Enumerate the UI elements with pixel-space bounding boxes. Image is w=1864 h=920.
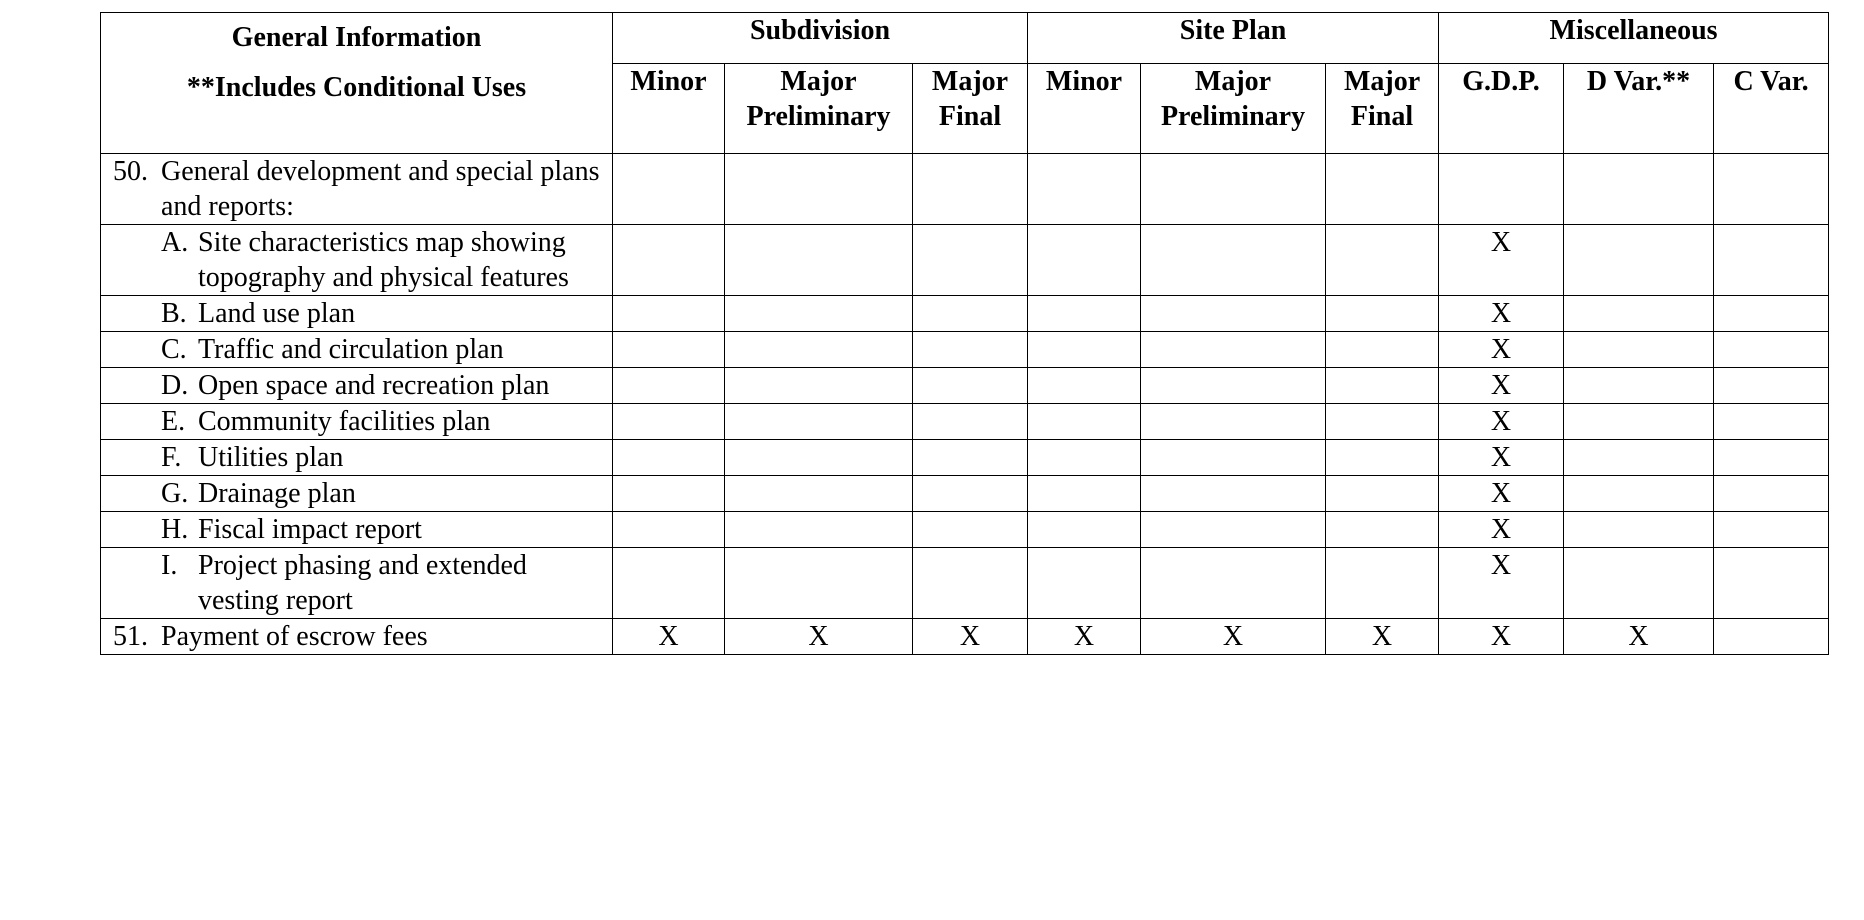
mark-cell xyxy=(1141,296,1326,332)
mark-cell xyxy=(913,548,1028,619)
header-group-row xyxy=(101,13,1829,64)
mark-cell xyxy=(1326,512,1439,548)
mark-cell xyxy=(913,440,1028,476)
mark-cell xyxy=(1714,225,1829,296)
mark-cell xyxy=(1439,154,1564,225)
mark-cell: X xyxy=(1439,332,1564,368)
mark-cell xyxy=(913,154,1028,225)
table-row xyxy=(101,296,1829,332)
mark-cell xyxy=(1028,225,1141,296)
mark-cell xyxy=(1028,332,1141,368)
item-cell xyxy=(101,154,613,225)
general-information-title: General Information xyxy=(231,22,482,53)
mark-cell: X xyxy=(1439,619,1564,655)
item-line xyxy=(101,404,612,439)
item-line xyxy=(101,440,612,475)
item-line xyxy=(101,548,612,618)
mark-cell xyxy=(1326,368,1439,404)
item-text: General development and special plans and reports: xyxy=(161,156,600,222)
mark-cell: X xyxy=(1141,619,1326,655)
subdivision-group-header: Subdivision xyxy=(613,13,1028,64)
mark-cell xyxy=(1141,548,1326,619)
item-line xyxy=(101,619,612,654)
mark-cell xyxy=(1564,440,1714,476)
item-cell xyxy=(101,404,613,440)
mark-cell xyxy=(1564,154,1714,225)
mark-cell xyxy=(613,548,725,619)
mark-cell xyxy=(1714,404,1829,440)
table-row xyxy=(101,225,1829,296)
mark-cell xyxy=(1141,332,1326,368)
mark-cell: X xyxy=(1439,548,1564,619)
mark-cell xyxy=(1141,225,1326,296)
mark-cell xyxy=(1326,296,1439,332)
subdivision-major-preliminary-header: Major Preliminary xyxy=(725,64,913,154)
mark-cell xyxy=(1564,296,1714,332)
item-label: 50. xyxy=(113,156,148,187)
table-row xyxy=(101,404,1829,440)
item-label: A. xyxy=(161,227,189,258)
subdivision-minor-header: Minor xyxy=(613,64,725,154)
mark-cell: X xyxy=(913,619,1028,655)
mark-cell: X xyxy=(1439,512,1564,548)
mark-cell xyxy=(1326,154,1439,225)
item-label: 51. xyxy=(113,621,148,652)
mark-cell: X xyxy=(1439,476,1564,512)
table-row xyxy=(101,548,1829,619)
site-plan-major-final-header: Major Final xyxy=(1326,64,1439,154)
mark-cell xyxy=(1714,548,1829,619)
mark-cell xyxy=(1714,619,1829,655)
d-variance-header: D Var.** xyxy=(1564,64,1714,154)
mark-cell xyxy=(613,368,725,404)
table-row xyxy=(101,440,1829,476)
mark-cell xyxy=(613,296,725,332)
mark-cell xyxy=(613,332,725,368)
item-line xyxy=(101,476,612,511)
item-label: I. xyxy=(161,550,178,581)
mark-cell xyxy=(725,512,913,548)
mark-cell xyxy=(1326,440,1439,476)
item-label: G. xyxy=(161,478,189,509)
item-text: Open space and recreation plan xyxy=(198,370,550,401)
mark-cell xyxy=(913,512,1028,548)
item-cell xyxy=(101,225,613,296)
mark-cell xyxy=(1141,368,1326,404)
mark-cell: X xyxy=(1326,619,1439,655)
item-line xyxy=(101,154,612,224)
mark-cell xyxy=(1714,512,1829,548)
mark-cell xyxy=(1028,440,1141,476)
item-text: Payment of escrow fees xyxy=(161,621,428,652)
mark-cell xyxy=(1564,512,1714,548)
mark-cell xyxy=(1564,368,1714,404)
mark-cell xyxy=(613,512,725,548)
table-header xyxy=(101,13,1829,154)
mark-cell xyxy=(1028,154,1141,225)
mark-cell xyxy=(725,225,913,296)
mark-cell: X xyxy=(1439,404,1564,440)
item-label: E. xyxy=(161,406,186,437)
item-label: F. xyxy=(161,442,182,473)
table-row xyxy=(101,476,1829,512)
item-line xyxy=(101,332,612,367)
mark-cell xyxy=(613,476,725,512)
mark-cell: X xyxy=(1028,619,1141,655)
table-row xyxy=(101,332,1829,368)
item-text: Drainage plan xyxy=(198,478,356,509)
mark-cell xyxy=(613,225,725,296)
item-text: Fiscal impact report xyxy=(198,514,422,545)
table-row xyxy=(101,619,1829,655)
gdp-header: G.D.P. xyxy=(1439,64,1564,154)
mark-cell xyxy=(725,440,913,476)
site-plan-group-header: Site Plan xyxy=(1028,13,1439,64)
mark-cell xyxy=(1326,476,1439,512)
conditional-uses-note: **Includes Conditional Uses xyxy=(186,72,527,103)
mark-cell xyxy=(725,332,913,368)
site-plan-minor-header: Minor xyxy=(1028,64,1141,154)
mark-cell xyxy=(913,368,1028,404)
mark-cell: X xyxy=(1439,368,1564,404)
mark-cell xyxy=(725,154,913,225)
mark-cell xyxy=(1714,296,1829,332)
mark-cell xyxy=(1141,476,1326,512)
mark-cell xyxy=(725,368,913,404)
mark-cell xyxy=(613,154,725,225)
mark-cell xyxy=(1141,154,1326,225)
mark-cell xyxy=(1028,476,1141,512)
mark-cell xyxy=(1564,476,1714,512)
table-row xyxy=(101,154,1829,225)
item-cell xyxy=(101,296,613,332)
mark-cell: X xyxy=(1564,619,1714,655)
mark-cell xyxy=(725,404,913,440)
mark-cell xyxy=(1326,404,1439,440)
table-row xyxy=(101,512,1829,548)
mark-cell xyxy=(913,476,1028,512)
mark-cell xyxy=(1326,225,1439,296)
mark-cell xyxy=(913,225,1028,296)
mark-cell xyxy=(1141,512,1326,548)
mark-cell xyxy=(913,332,1028,368)
mark-cell: X xyxy=(725,619,913,655)
item-label: D. xyxy=(161,370,189,401)
item-label: C. xyxy=(161,334,187,365)
item-cell xyxy=(101,548,613,619)
item-cell xyxy=(101,619,613,655)
mark-cell xyxy=(1564,548,1714,619)
mark-cell xyxy=(613,404,725,440)
item-cell xyxy=(101,512,613,548)
mark-cell xyxy=(1141,440,1326,476)
item-label: H. xyxy=(161,514,189,545)
mark-cell xyxy=(725,548,913,619)
item-cell xyxy=(101,332,613,368)
mark-cell xyxy=(1141,404,1326,440)
mark-cell xyxy=(1714,368,1829,404)
item-line xyxy=(101,368,612,403)
mark-cell xyxy=(1714,332,1829,368)
general-information-header xyxy=(101,13,613,154)
mark-cell: X xyxy=(1439,225,1564,296)
item-cell xyxy=(101,476,613,512)
item-cell xyxy=(101,368,613,404)
item-text: Traffic and circulation plan xyxy=(198,334,504,365)
mark-cell xyxy=(1028,296,1141,332)
mark-cell xyxy=(613,440,725,476)
item-text: Land use plan xyxy=(198,298,356,329)
mark-cell xyxy=(1564,404,1714,440)
mark-cell: X xyxy=(1439,440,1564,476)
mark-cell xyxy=(1714,476,1829,512)
mark-cell xyxy=(725,476,913,512)
mark-cell xyxy=(1028,368,1141,404)
c-variance-header: C Var. xyxy=(1714,64,1829,154)
item-text: Utilities plan xyxy=(198,442,344,473)
item-line xyxy=(101,296,612,331)
item-cell xyxy=(101,440,613,476)
mark-cell xyxy=(725,296,913,332)
requirements-checklist-table xyxy=(100,12,1829,655)
mark-cell: X xyxy=(613,619,725,655)
mark-cell xyxy=(1028,548,1141,619)
mark-cell xyxy=(1326,332,1439,368)
mark-cell xyxy=(913,404,1028,440)
item-line xyxy=(101,225,612,295)
item-text: Community facilities plan xyxy=(198,406,491,437)
mark-cell xyxy=(1028,404,1141,440)
mark-cell xyxy=(1714,154,1829,225)
mark-cell xyxy=(1028,512,1141,548)
miscellaneous-group-header: Miscellaneous xyxy=(1439,13,1829,64)
item-text: Site characteristics map showing topography and physical features xyxy=(198,227,569,293)
mark-cell xyxy=(1564,332,1714,368)
mark-cell: X xyxy=(1439,296,1564,332)
mark-cell xyxy=(1714,440,1829,476)
mark-cell xyxy=(1564,225,1714,296)
subdivision-major-final-header: Major Final xyxy=(913,64,1028,154)
item-line xyxy=(101,512,612,547)
table-row xyxy=(101,368,1829,404)
item-label: B. xyxy=(161,298,187,329)
table-body xyxy=(101,154,1829,655)
site-plan-major-preliminary-header: Major Preliminary xyxy=(1141,64,1326,154)
item-text: Project phasing and extended vesting report xyxy=(198,550,527,616)
mark-cell xyxy=(1326,548,1439,619)
mark-cell xyxy=(913,296,1028,332)
